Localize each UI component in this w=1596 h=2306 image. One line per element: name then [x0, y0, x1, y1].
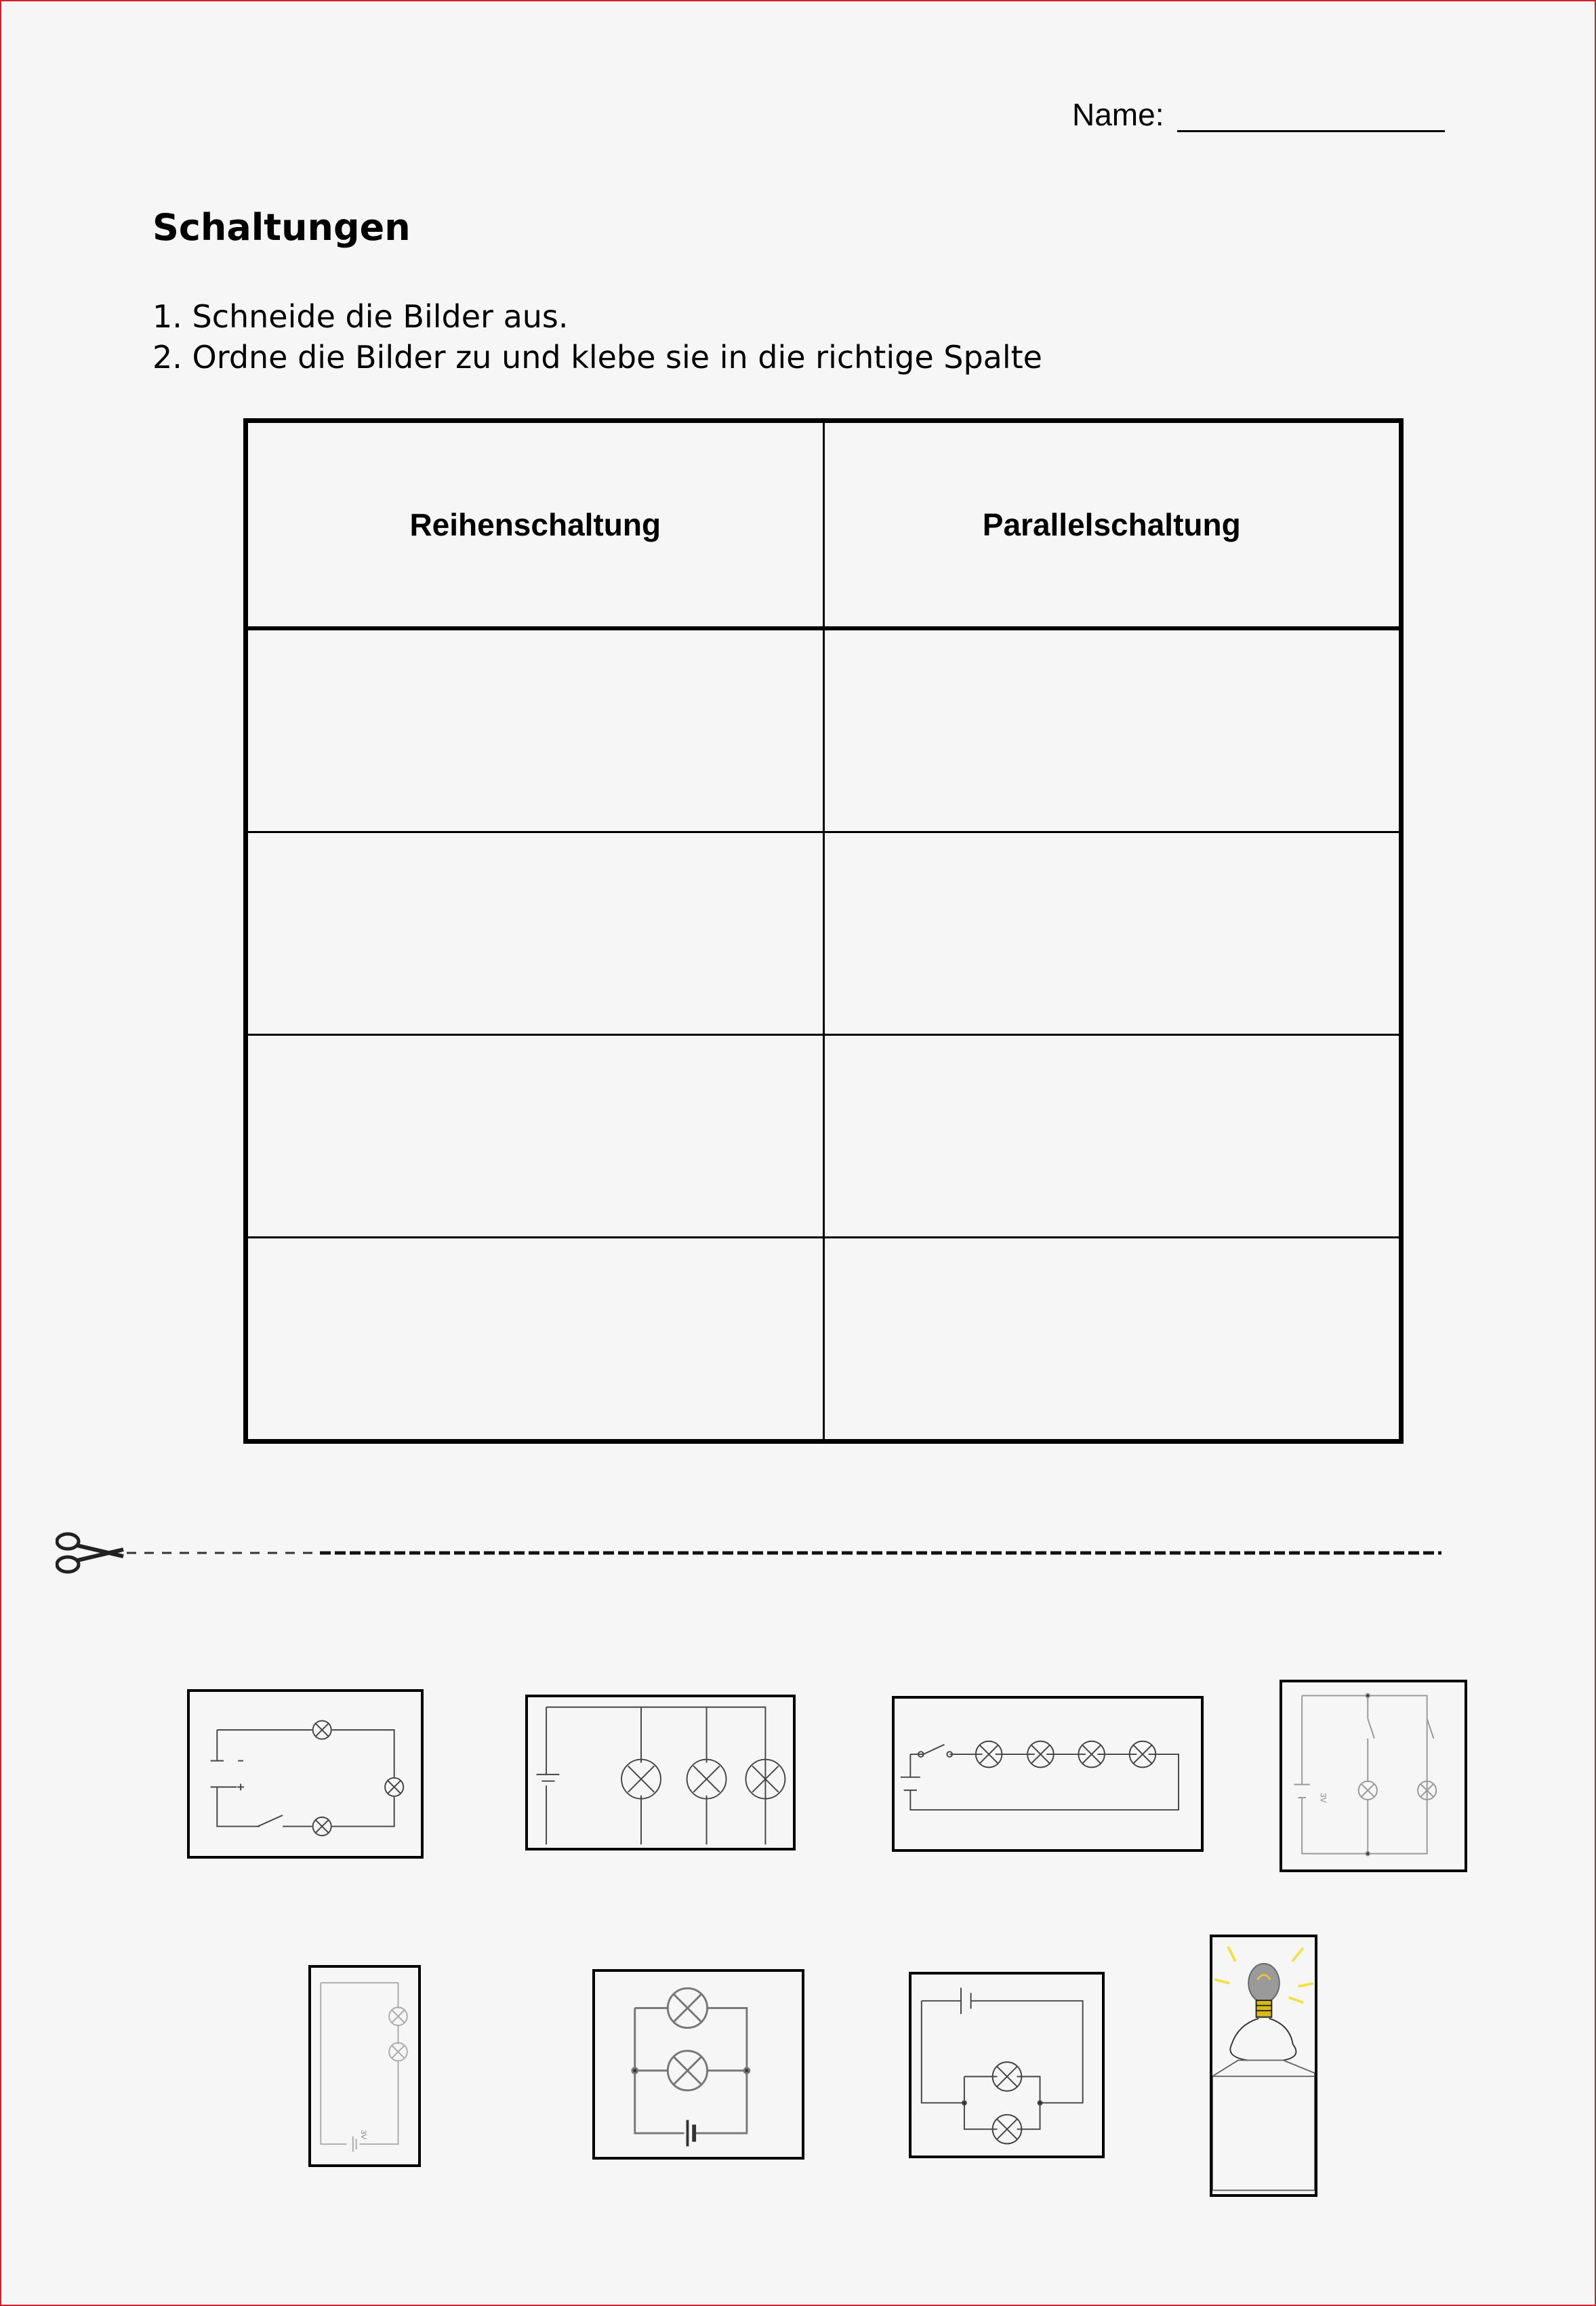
name-label: Name: — [1072, 97, 1164, 132]
circuit-card-5[interactable] — [308, 1965, 421, 2167]
page-title: Schaltungen — [152, 206, 411, 249]
circuit-card-4[interactable] — [1280, 1680, 1467, 1872]
lamp-icon — [389, 2043, 407, 2061]
scissors-icon — [57, 1534, 123, 1572]
name-field-line[interactable] — [1177, 130, 1445, 132]
drop-cell[interactable] — [246, 628, 824, 832]
parallel-circuit-diagram — [528, 1697, 793, 1848]
lamp-icon — [389, 2007, 407, 2025]
lamp-icon — [313, 1721, 331, 1739]
circuit-card-3[interactable] — [892, 1696, 1204, 1852]
voltage-label: 3V — [1318, 1793, 1328, 1803]
lamp-icon — [687, 1760, 727, 1799]
series-circuit-diagram — [311, 1968, 418, 2164]
drop-cell[interactable] — [823, 1238, 1401, 1442]
series-circuit-diagram — [190, 1692, 421, 1856]
lamp-icon — [668, 2051, 707, 2090]
lamp-icon — [313, 1817, 331, 1836]
column-header-series: Reihenschaltung — [246, 421, 824, 629]
cut-line — [56, 1526, 1452, 1581]
drop-cell[interactable] — [246, 1238, 824, 1442]
lamp-icon — [385, 1778, 403, 1796]
drop-cell[interactable] — [246, 832, 824, 1035]
circuit-card-8[interactable] — [1210, 1935, 1317, 2197]
circuit-card-7[interactable] — [909, 1972, 1105, 2158]
circuit-card-6[interactable] — [592, 1969, 804, 2160]
bulb-icon — [1248, 1964, 1280, 2017]
instruction-2: 2. Ordne die Bilder zu und klebe sie in die richtige Spalte — [152, 339, 1042, 376]
light-bulb-illustration — [1212, 1937, 1315, 2194]
instruction-1: 1. Schneide die Bilder aus. — [152, 298, 569, 335]
drop-cell[interactable] — [823, 628, 1401, 832]
parallel-circuit-diagram — [1282, 1682, 1465, 1869]
parallel-circuit-diagram — [595, 1972, 802, 2157]
sorting-table — [243, 418, 1404, 1444]
lamp-icon — [621, 1760, 661, 1799]
battery-icon — [1212, 2060, 1315, 2190]
circuit-card-1[interactable] — [187, 1689, 424, 1859]
drop-cell[interactable] — [246, 1035, 824, 1238]
circuit-card-2[interactable] — [525, 1695, 796, 1850]
drop-cell[interactable] — [823, 832, 1401, 1035]
lamp-icon — [1359, 1781, 1377, 1800]
voltage-label: 3V — [359, 2130, 368, 2140]
parallel-circuit-diagram — [912, 1975, 1102, 2156]
drop-cell[interactable] — [823, 1035, 1401, 1238]
column-header-parallel: Parallelschaltung — [823, 421, 1401, 629]
lamp-icon — [668, 1988, 707, 2027]
series-circuit-diagram — [895, 1699, 1201, 1849]
